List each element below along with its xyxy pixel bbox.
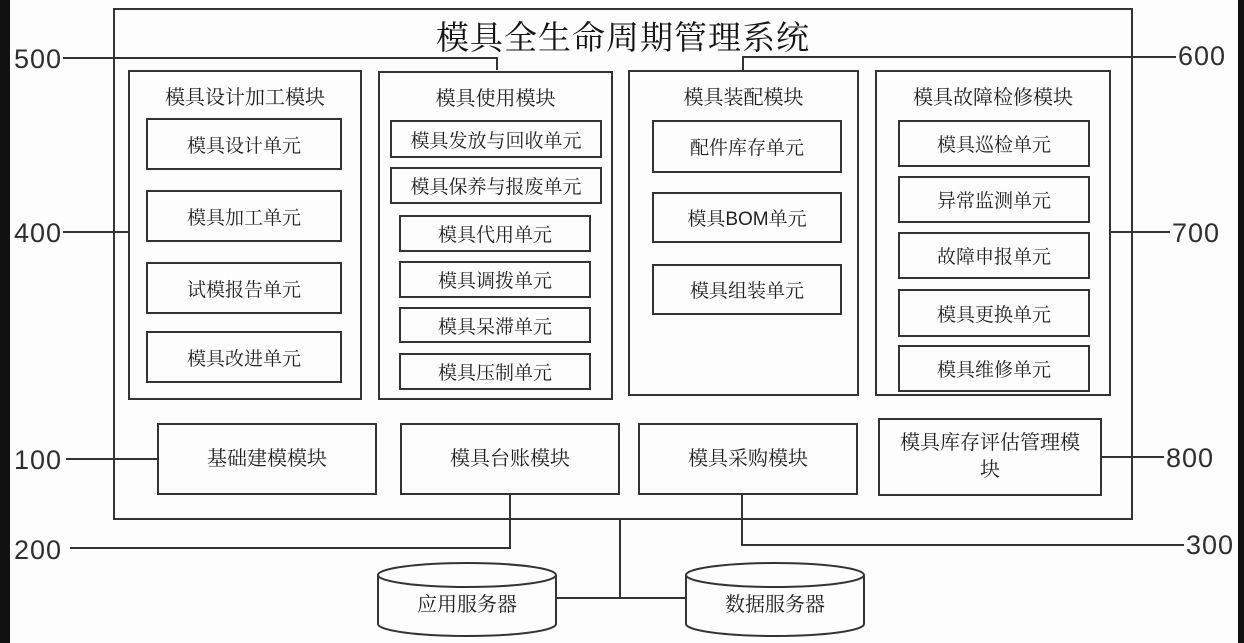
unit-mold-design: 模具设计单元 xyxy=(146,118,342,170)
unit-fault-reporting: 故障申报单元 xyxy=(898,232,1090,279)
module-inventory-evaluation: 模具库存评估管理模块 xyxy=(878,418,1102,496)
unit-idle: 模具呆滞单元 xyxy=(399,307,591,343)
unit-transfer: 模具调拨单元 xyxy=(399,261,591,298)
module-header-assembly: 模具装配模块 xyxy=(683,87,804,109)
unit-inspection: 模具巡检单元 xyxy=(898,120,1090,167)
module-header-design-machining: 模具设计加工模块 xyxy=(165,87,325,109)
unit-mold-assembly: 模具组装单元 xyxy=(652,264,842,315)
unit-anomaly-monitoring: 异常监测单元 xyxy=(898,176,1090,223)
ref-label-700: 700 xyxy=(1172,218,1221,248)
unit-mold-repair: 模具维修单元 xyxy=(898,345,1090,392)
unit-mold-improvement: 模具改进单元 xyxy=(146,331,342,383)
module-mold-ledger: 模具台账模块 xyxy=(400,423,620,495)
unit-pressing: 模具压制单元 xyxy=(399,353,591,390)
data-server-label: 数据服务器 xyxy=(725,594,825,616)
ref-label-200: 200 xyxy=(14,535,63,565)
unit-substitute: 模具代用单元 xyxy=(399,215,591,252)
page-title: 模具全生命周期管理系统 xyxy=(436,19,810,56)
ref-label-100: 100 xyxy=(14,445,63,475)
module-header-usage: 模具使用模块 xyxy=(435,88,556,110)
unit-trial-report: 试模报告单元 xyxy=(146,262,342,314)
module-mold-purchasing: 模具采购模块 xyxy=(638,423,858,495)
unit-mold-machining: 模具加工单元 xyxy=(146,190,342,242)
ref-label-500: 500 xyxy=(14,44,63,74)
ref-label-600: 600 xyxy=(1178,41,1227,71)
ref-label-300: 300 xyxy=(1186,530,1235,560)
application-server-label: 应用服务器 xyxy=(417,594,517,616)
unit-mold-replacement: 模具更换单元 xyxy=(898,289,1090,337)
module-basic-modeling: 基础建模模块 xyxy=(157,423,377,495)
unit-issue-recycle: 模具发放与回收单元 xyxy=(390,120,602,158)
unit-mold-bom: 模具BOM单元 xyxy=(652,192,842,243)
unit-parts-inventory: 配件库存单元 xyxy=(652,120,842,173)
unit-maintenance-scrap: 模具保养与报废单元 xyxy=(390,167,602,204)
module-header-fault-maintenance: 模具故障检修模块 xyxy=(913,87,1073,109)
ref-label-400: 400 xyxy=(14,218,63,248)
ref-label-800: 800 xyxy=(1166,443,1215,473)
